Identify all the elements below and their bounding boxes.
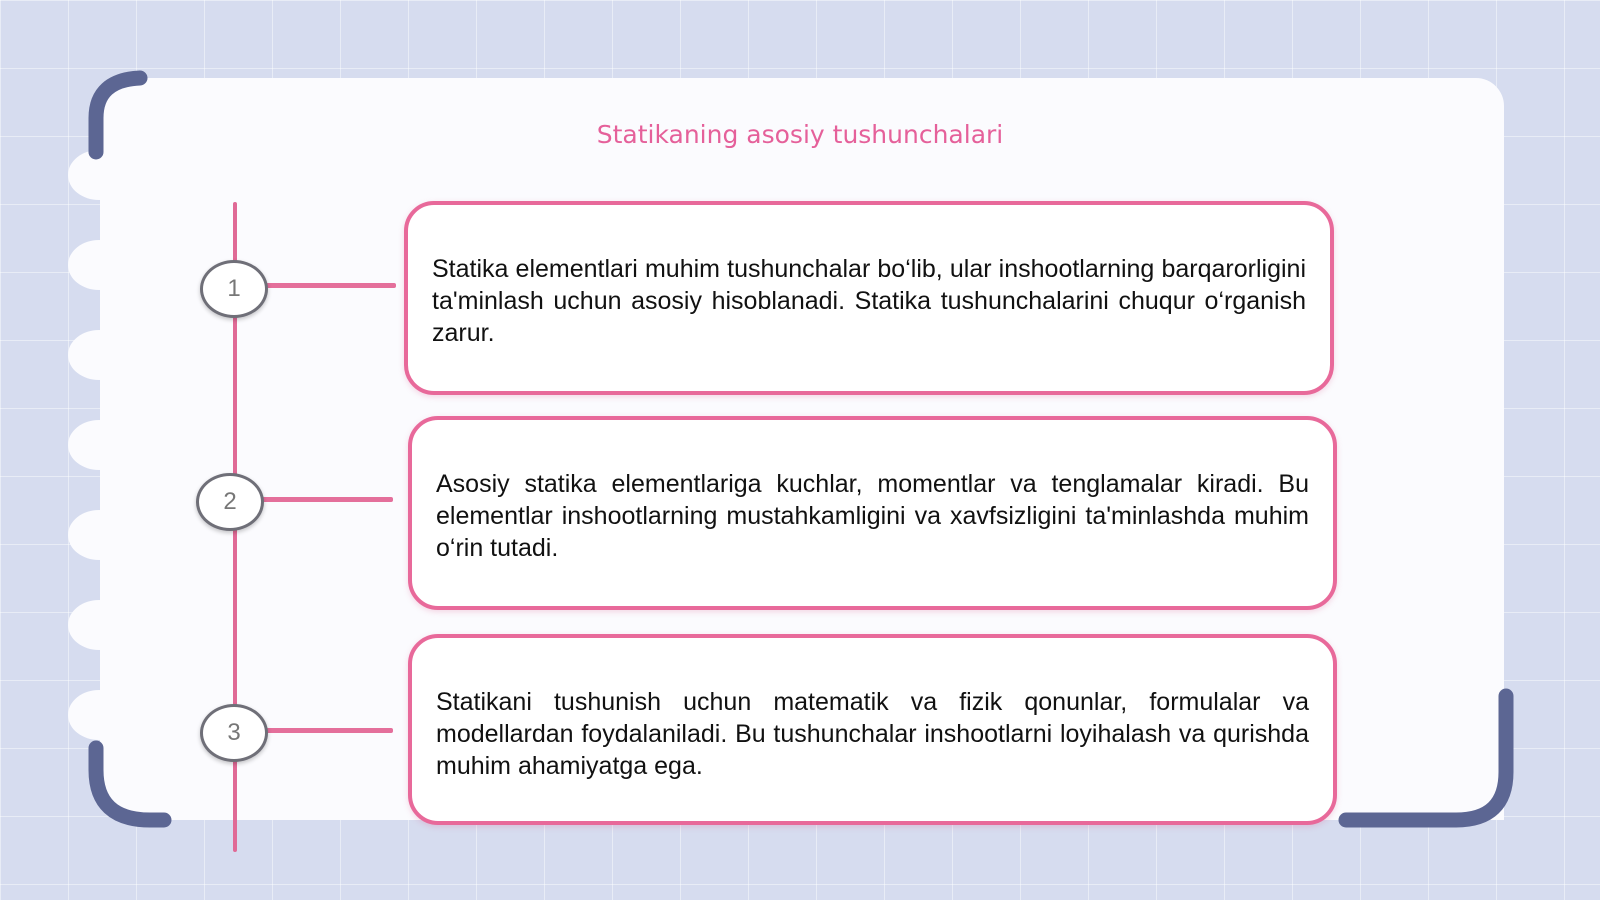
step-card-text: Statika elementlari muhim tushunchalar bo‘lib, ular inshootlarning barqarorligini ta'minlash uchun asosiy hisoblanadi. Statika tushunchalarini chuqur o‘rganish zarur.	[432, 255, 1306, 347]
step-card-2	[408, 416, 1337, 610]
step-number: 2	[223, 488, 237, 515]
connector-line-3	[266, 728, 393, 733]
step-number: 1	[227, 275, 241, 302]
step-card-text: Statikani tushunish uchun matematik va fizik qonunlar, formulalar va modellardan foydalaniladi. Bu tushunchalar inshootlarni loyihalash va qurishda muhim ahamiyatga ega.	[436, 688, 1309, 780]
step-card-text: Asosiy statika elementlariga kuchlar, momentlar va tenglamalar kiradi. Bu elementlar inshootlarning mustahkamligini va xavfsizligini ta'minlashda muhim o‘rin tutadi.	[436, 470, 1309, 562]
connector-line-1	[266, 283, 396, 288]
connector-line-2	[262, 497, 393, 502]
corner-bracket-bottom-left	[96, 748, 164, 820]
step-marker-2	[196, 473, 264, 531]
step-number: 3	[227, 719, 241, 746]
step-marker-1	[200, 260, 268, 318]
corner-bracket-bottom-right	[1346, 696, 1506, 820]
slide-title: Statikaning asosiy tushunchalari	[596, 120, 1004, 149]
step-marker-3	[200, 704, 268, 762]
step-card-1	[404, 201, 1334, 395]
step-card-3	[408, 634, 1337, 825]
